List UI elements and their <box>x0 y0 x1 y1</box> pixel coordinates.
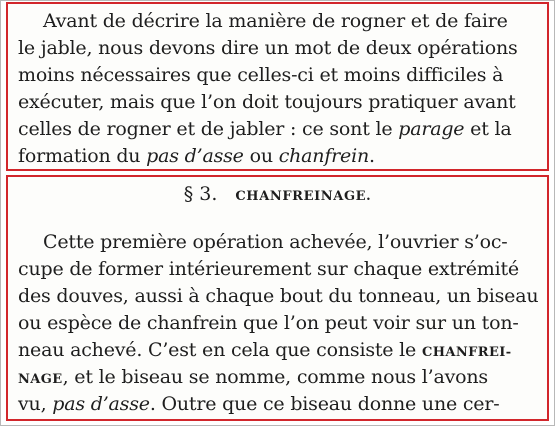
text-run: vu, <box>18 393 53 415</box>
text-run: . <box>369 145 375 167</box>
text-run: et la <box>464 118 512 140</box>
paragraph-line: Avant de décrire la manière de rogner et de faire <box>43 10 508 32</box>
text-block-2 <box>6 175 549 421</box>
italic-term: chanfrein <box>278 145 370 167</box>
text-block-1 <box>6 2 549 171</box>
text-run: ou <box>243 145 279 167</box>
italic-term: pas d’asse <box>52 393 150 415</box>
paragraph-line: ou espèce de chanfrein que l’on peut voir sur un ton- <box>18 312 519 334</box>
text-run: celles de rogner et de jabler : ce sont le <box>18 118 399 140</box>
paragraph-line: le jable, nous devons dire un mot de deux opérations <box>18 37 518 59</box>
italic-term: pas d’asse <box>146 145 244 167</box>
italic-term: parage <box>398 118 465 140</box>
section-number: § 3. <box>183 183 218 205</box>
paragraph-line <box>18 391 499 417</box>
paragraph-line: des douves, aussi à chaque bout du tonneau, un biseau <box>18 285 539 307</box>
paragraph-line <box>18 337 512 366</box>
text-run: , et le biseau se nomme, comme nous l’avons <box>62 366 488 388</box>
paragraph-line: Cette première opération achevée, l’ouvrier s’oc- <box>43 231 508 253</box>
paragraph-line <box>18 364 488 393</box>
text-run: formation du <box>18 145 147 167</box>
section-heading <box>8 182 547 209</box>
paragraph-line <box>18 116 512 142</box>
smallcaps-term: CHANFREI- <box>421 345 512 360</box>
paragraph-line: exécuter, mais que l’on doit toujours pratiquer avant <box>18 91 516 113</box>
section-title: CHANFREINAGE. <box>235 189 372 204</box>
text-run: neau achevé. C’est en cela que consiste le <box>18 339 422 361</box>
smallcaps-term: NAGE <box>18 372 63 387</box>
paragraph-line: cupe de former intérieurement sur chaque extrémité <box>18 258 519 280</box>
paragraph-line <box>18 143 375 169</box>
paragraph-line: moins nécessaires que celles-ci et moins difficiles à <box>18 64 504 86</box>
text-run: . Outre que ce biseau donne une cer- <box>149 393 500 415</box>
